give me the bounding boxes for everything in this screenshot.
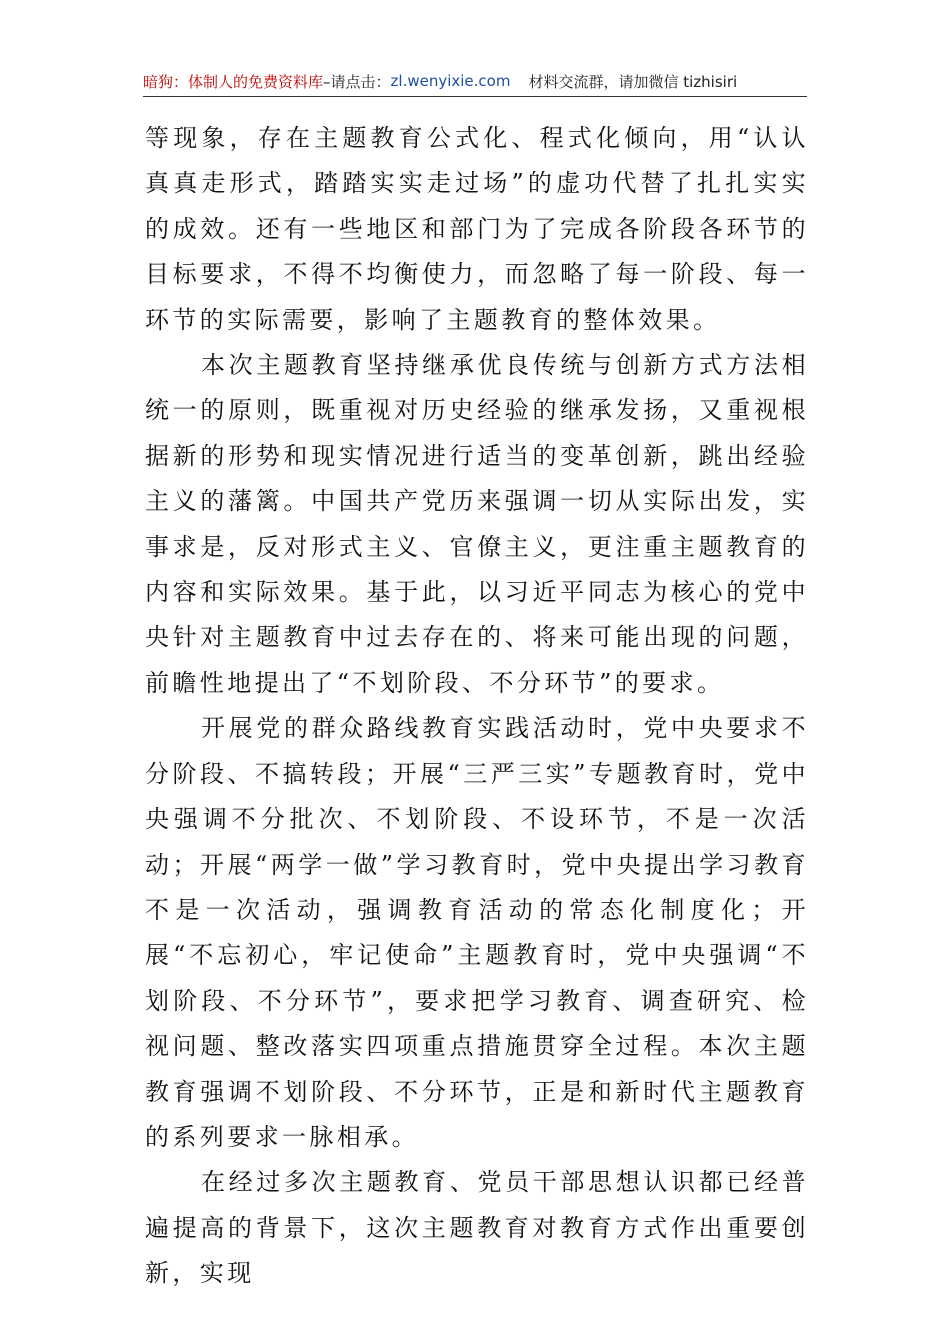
header-contact-text: 材料交流群，请加微信 tizhisiri: [528, 72, 738, 91]
paragraph: 本次主题教育坚持继承优良传统与创新方式方法相统一的原则，既重视对历史经验的继承发扬，又重视根据新的形势和现实情况进行适当的变革创新，跳出经验主义的藩篱。中国共产党历来强调一切从实际出发，实事求是，反对形式主义、官僚主义，更注重主题教育的内容和实际效果。基于此，以习近平同志为核心的党中央针对主题教育中过去存在的、将来可能出现的问题，前瞻性地提出了“不划阶段、不分环节”的要求。: [145, 351, 809, 697]
page-header: [143, 68, 807, 94]
header-link[interactable]: zl.wenyixie.com: [390, 72, 511, 90]
header-brand-text: 暗狗：体制人的免费资料库: [143, 72, 324, 91]
paragraph-continued: 等现象，存在主题教育公式化、程式化倾向，用“认认真真走形式，踏踏实实走过场”的虚功代替了扎扎实实的成效。还有一些地区和部门为了完成各阶段各环节的目标要求，不得不均衡使力，而忽略了每一阶段、每一环节的实际需要，影响了主题教育的整体效果。: [145, 124, 809, 334]
paragraph: 开展党的群众路线教育实践活动时，党中央要求不分阶段、不搞转段；开展“三严三实”专题教育时，党中央强调不分批次、不划阶段、不设环节，不是一次活动；开展“两学一做”学习教育时，党中央提出学习教育不是一次活动，强调教育活动的常态化制度化；开展“不忘初心，牢记使命”主题教育时，党中央强调“不划阶段、不分环节”，要求把学习教育、调查研究、检视问题、整改落实四项重点措施贯穿全过程。本次主题教育强调不划阶段、不分环节，正是和新时代主题教育的系列要求一脉相承。: [145, 714, 809, 1151]
paragraph: 在经过多次主题教育、党员干部思想认识都已经普遍提高的背景下，这次主题教育对教育方式作出重要创新，实现: [145, 1168, 809, 1288]
document-body: [145, 116, 809, 1297]
header-divider: [143, 96, 807, 97]
header-prompt-text: –请点击：: [323, 72, 391, 91]
